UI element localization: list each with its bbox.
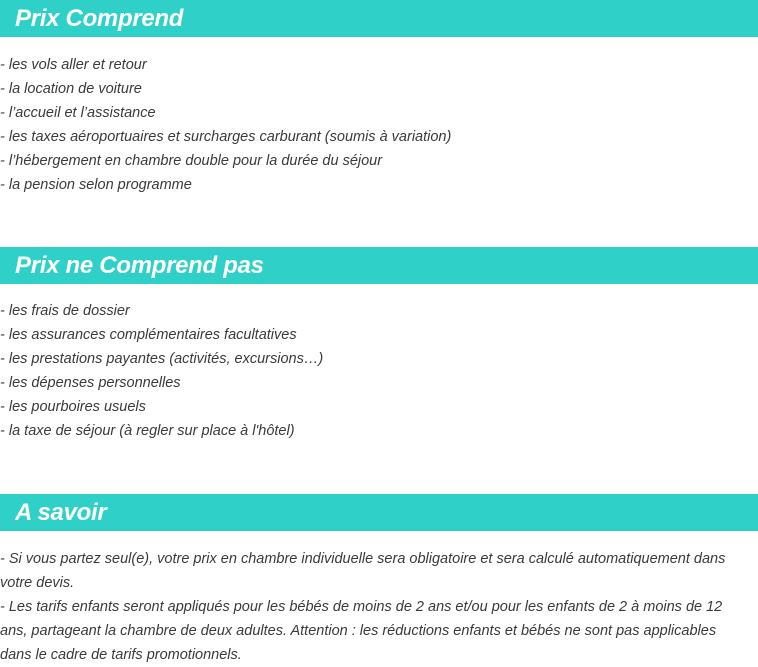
list-item: - les dépenses personnelles	[0, 375, 181, 391]
section-prix-ne-comprend-pas	[0, 247, 758, 443]
section-prix-comprend	[0, 0, 758, 197]
section-title-prix-ne-comprend-pas: Prix ne Comprend pas	[15, 252, 264, 279]
info-paragraph-single-supplement: - Si vous partez seul(e), votre prix en chambre individuelle sera obligatoire et sera calculé automatiquement dans votre devis.	[0, 551, 726, 591]
list-item: - la location de voiture	[0, 81, 142, 97]
list-item: - les pourboires usuels	[0, 399, 146, 415]
excluded-items-list	[0, 299, 758, 443]
list-item: - les assurances complémentaires facultatives	[0, 327, 297, 343]
list-item: - les vols aller et retour	[0, 57, 147, 73]
info-paragraph-child-rates: - Les tarifs enfants seront appliqués pour les bébés de moins de 2 ans et/ou pour les enfants de 2 à moins de 12 ans, partageant la chambre de deux adultes. Attention : les réductions enfants et bébés ne sont pas applicables dans le cadre de tarifs promotionnels.	[0, 599, 723, 663]
section-body-a-savoir	[0, 531, 758, 667]
section-header-a-savoir	[0, 494, 758, 531]
section-body-prix-ne-comprend-pas	[0, 284, 758, 443]
section-body-prix-comprend	[0, 37, 758, 197]
list-item: - la taxe de séjour (à regler sur place à l'hôtel)	[0, 423, 295, 439]
section-title-prix-comprend: Prix Comprend	[15, 5, 184, 32]
list-item: - les frais de dossier	[0, 303, 130, 319]
list-item: - la pension selon programme	[0, 177, 192, 193]
section-header-prix-ne-comprend-pas	[0, 247, 758, 284]
included-items-list	[0, 53, 758, 197]
list-item: - les prestations payantes (activités, excursions…)	[0, 351, 324, 367]
list-item: - l’hébergement en chambre double pour la durée du séjour	[0, 153, 383, 169]
section-header-prix-comprend	[0, 0, 758, 37]
section-a-savoir	[0, 494, 758, 667]
list-item: - les taxes aéroportuaires et surcharges carburant (soumis à variation)	[0, 129, 452, 145]
list-item: - l’accueil et l’assistance	[0, 105, 156, 121]
section-title-a-savoir: A savoir	[15, 499, 107, 526]
